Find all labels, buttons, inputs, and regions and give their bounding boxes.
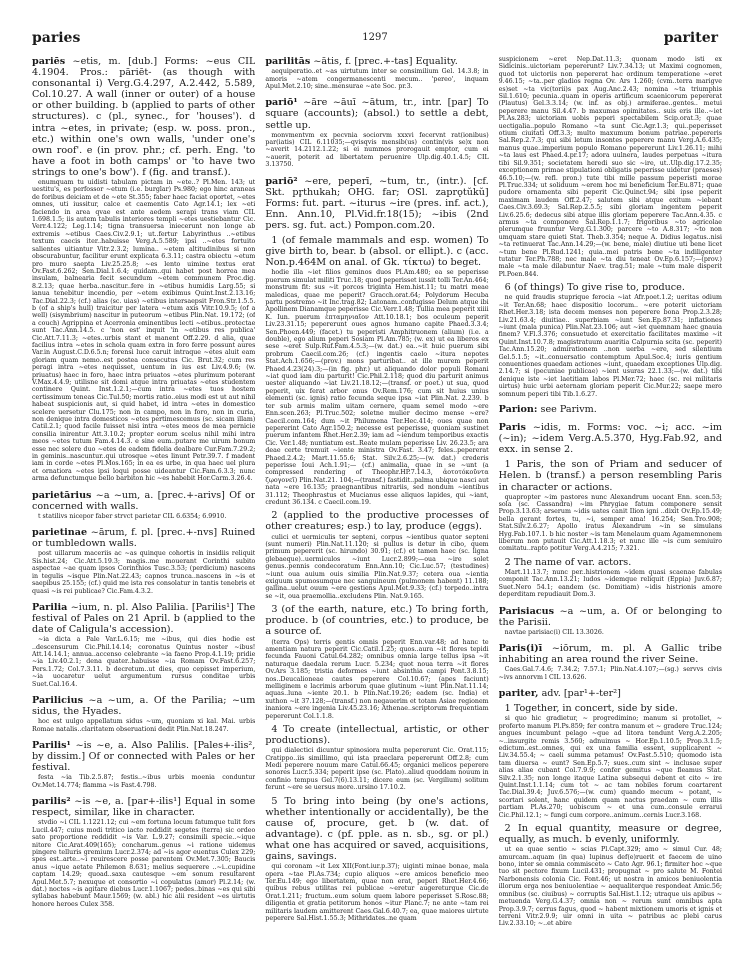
headword: Paris(i)ī: [498, 643, 543, 655]
entry-pario-2: [265, 176, 488, 923]
running-head: [32, 30, 718, 50]
headword: Paris: [498, 422, 526, 434]
headword: Parilicius: [32, 695, 84, 707]
sense-3: 3 (of the earth, nature, etc.) To bring forth, produce. b (of countries, etc.) to produce, be a source of.: [265, 604, 489, 638]
citations: t statilivs nicepor faber strvct parietar CIL 6.6354; 6.9910.: [38, 512, 227, 520]
running-head-left: paries: [32, 30, 81, 46]
entry-parietinae: [32, 527, 255, 595]
citations: qui coronam ~it Lex XII(Font.iur.p.37); uiginti minae bonae, mala opera ~tae Pl.As.734; cupio aliquos ~ere amicos beneficio meo Ter.Eu.149; ego libertatem, quae non erat, peperi Rhet.Her.4.66; quibus rebus utilitas rei publicae ~eretur augereturque Cic.de Orat.1.211; fructum..eum solum quem labore peperisset S.Rosc.88; diligentia et gratia petitorum honos ~itur Planc.7; ne ante ~tam rei militaris laudem amitterent Caes.Gal.6.40.7; ea, quae maiores uirtute peperere Sal.Hist.1.55.3; Mithridates..ne quam: [265, 863, 489, 922]
entry-paris: [499, 422, 722, 599]
definition: ~idis, m. Forms: voc. ~i; acc. ~im (~in); ~idem Verg.A.5.370, Hyg.Fab.92, and exx. in sense 2.: [498, 422, 722, 456]
sense-6: 6 (of things) To give rise to, produce.: [504, 282, 685, 294]
citations: qui dialectici dicuntur spinosiora multa pepererunt Cic. Orat.115; Cratippo..iis simillimo, qui ista praeclara pepererunt Off.2.8; cum Medi peperere nouum mare Catul.66.45; organici melicos peperere sonores Lucr.5.334; peperit ipse (sc. Plato)..aliud quoddam nouum in confinio tempus Gel.7(6).13.11; dicere eum (sc. Vergilium) solitum ferunt ~ere se uersus more..ursino 17.10.2.: [265, 747, 489, 792]
citations: hoc est uulgo appellatum sidus ~um, quoniam xi kal. Mai. urbis Romae natalis..claritatem obseruationi dedit Plin.Nat.18.247.: [32, 718, 256, 733]
definition: ~āre ~āuī ~ātum, tr., intr. [par] To square (accounts); (absol.) to settle a debt, settle up.: [265, 97, 489, 131]
definition: ~is ~e, a. Also Palilis. [Pales+-ilis², by dissim.] Of or connected with Pales or her festival.: [32, 740, 256, 774]
column-2: [265, 56, 488, 935]
citations: ut ea quae sentio ~ scias Pl.Capt.329; amo ~ simul Cur. 48; amurcam..aquam (in qua) lupinus def(e)ruerit et faecem de uino bono, inter se omnia commisceto ~ Cato Agr. 96.1; firmiter hoc ~que tuo sit pectore fixum Lucil.431; propugnat ~ pro salute M. Fontei Narbonensis colonia Cic. Font.46; ut nostra in amicos beniuolentia illorum erga nos beniuolentiae ~ aequaliterque respondeat Amic.56; omnibus (sc. ciuibus) ~ corruptis Sal.Hist.1.12; utraque uis apibus ~ metuenda Verg.G.4.37; omnia non ~ rerum sunt omnibus apta Prop.3.9.7; cerrus fagus, quod ~ habent mixtionem umoris et ignis et terreni Vitr.2.9.9; uir omni in uita ~ patribus ac plebi carus Liv.2.33.10; ~..et abire: [498, 846, 722, 928]
running-head-right: pariter: [663, 30, 718, 46]
definition: ~ium, n. pl. Also Palilia. [Parilis¹] The festival of Pales on 21 April. b (applied to the date of Caligula's accession).: [32, 601, 256, 636]
sense-1: 1 (of female mammals and esp. women) To give birth to, bear. b (absol. or ellipt.). c (acc. Non.p.464M on anal. of Gk. τίκτω) to beget.: [265, 235, 489, 269]
headword: parilis²: [32, 796, 71, 808]
citations: (terra Ops) terris gentis omnis peperit Enn.var.48; ad hanc te amentiam natura peperit Cic.Catil.1.25; quos..aura ~it flores tepidi fecunda Fauoni Catul.64.282; omnibus omnia large tellus ipsa ~it naturaque daedala rerum Lucr. 5.234; quot noua terra ~it flores Ov.Ars 3.185; tristia deformes ~iunt absinthia campi Pont.3.8.15; nos..Deucalioneae cautes peperere Col.10.67; (apes faciunt) melliginem e lacrimis arborum quae glutinum ~iunt Plin.Nat.11.14; aquas..luna ~iente 20.1. b Plin.Nat.19.26; eadem (sc. India) et xuthon ~it 37.128;—(transf.) non negauerim et totam Asiae regionem inaniora ~ere ingenia Liv.45.23.16; Athenae..scriptorum frequentiam pepererunt Col.1.1.8.: [265, 638, 489, 720]
definition: ~iōrum, m. pl. A Gallic tribe inhabiting an area round the river Seine.: [498, 643, 722, 666]
headword: pariēs: [32, 56, 66, 67]
definition: ~a ~um, a. [prec.+-arivs] Of or concerned with walls.: [32, 489, 256, 512]
entry-parilitas: [265, 56, 488, 90]
definition: ~is ~e, a. [par+-ilis¹] Equal in some respect, similar, like in character.: [32, 796, 256, 819]
entry-parietarius: [32, 490, 255, 521]
citations: post uillarum maceriis ac ~as quinque cohortis in insidiis reliquit Sis.hist.24; Cic.Att.5.19.3; magis..me mouerant Corinthi subito aspectae ~ae quam ipsos Corinthios Tusc.3.53; (perdicium) nascens in tegulis ~isque Plin.Nat.22.43; capnos trunca..nascens in ~is et saepibus 25.155; (cf.) quid me ista res consolatur in tantis tenebris et quasi ~is rei publicae? Cic.Fam.4.3.2.: [32, 550, 256, 595]
headword: parietinae: [32, 527, 88, 539]
entry-parion: [499, 404, 722, 415]
citations: festa ~ia Tib.2.5.87; festis..~ibus urbis moenia conduntur Ov.Met.14.774; flamma ~is Fast.4.798.: [32, 774, 256, 789]
definition: ~ārum, f. pl. [prec.+-nvs] Ruined or tumbledown walls.: [32, 527, 256, 550]
definition: see Parivm.: [540, 403, 597, 415]
citations: hodie illa ~iet filios geminos duos Pl.Am.480; ea se peperisse puerum simulat militi Truc.18; quod peperisset iussit tolli Ter.An.464; monstrum fit: sus ~it porcos triginta Hem.hist.11; tu matri meae maledicas, quae me peperit? Gracch.orat.64; Polydorum Hecuba partu postremo ~it Inc.trag.82; Latonam..confugisse Delum atque ibi Apollinem Dianamque peperisse Cic.Verr.1.48; Tullia mea peperit xiiii K. Iun. puerum ἑπταμηνιαῖον Att.10.18.1; bos oculeum peperit Liv.23.31.15; pepererunt oues agnos humano capite Phaed.3.3.4; Sen.Phoen.449; (facet.) tu peperisti Amphitruonem (alium) (i.e. a double), ego alium peperi Sosiam Pl.Am.785; (w. ex) ut ea liberos ex sese ~eret Sulp.Ruf.Fam.4.5.3;—(w. dat.) ea..~it huic puerum sibi probrum Caecil.com.26; (cf.) ingentis caelo ~itura nepotes Stat.Ach.1.656;—(prov.) mons parturibat.. at ille murem peperit Phaed.4.23(24).3;—(in fig. phr.) ut aliquando dolor populi Romani ~iat quod iam diu parturit! Cic.Phil.2.118; quod diu parturit animus uester aliquando ~iat Liv.21.18.12;—(transf. or poet.) ut sua, quod peperit, uix ferat arbor onus Ov.Rem.176; cum sit huius unius elementi (sc. ignis) ratio fecunda seque ipsa ~iat Plin.Nat. 2.239. b ter sub armis malim uitam cernere, quam semel modo ~ere Enn.scen.263; Pl.Truc.502; soletne mulier decimo mense ~ere? Caecil.com.164; dum ~it Philumena Ter.Hec.414; oues quae non pepererint Cato Agr.150.2; necesse est peperisse, quoniam sustinet puerum infantem Rhet.Her.2.39; iam ad ~iendum temporibus exactis Cic. Ver.1.48; nuntiatum est..Reate mulam peperisse Liv. 26.23.5; ara deae certe tremuit ~iente ministra Ov.Fast. 3.47; feles..pepererat Phaed.2.4.2; Mart.11.55.6; Stat. Silv.2.6.25;—(w. dat.) crederis peperisse Ioui Ach.1.91;— (cf.) animalia, quae in se ~unt (a compressed rendering of Theophr.HP.7.14.3, ἀοτοτόκοῦντα ζῳογονεῖ) Plin.Nat.21. 104;—(transf.) fastidit..palma ubique nasci aut nata ~ere 16.135; praegnantibus nitrariis, sed nondum ~ientibus 31.112; Theophrastus et Mucianus esse aliquos lapides, qui ~iant, credunt 36.134. c Caecil.com.19.: [265, 269, 489, 506]
column-3: [499, 56, 722, 935]
definition: ~a ~um, a. Of the Parilia; ~um sidus, the Hyades.: [32, 695, 256, 718]
sense-2: 2 In equal quantity, measure or degree, equally, as much. b evenly, uniformly.: [498, 823, 722, 846]
citations: culici et uermiculis ter septeni, corpus ~ientibus quator septeni (sunt numeri) Plin.Nat.11.120; si pullus is detur in cibo, quem primum pepererit (sc. hirundo) 30.91; (cf.) et tamen haec (sc. ligna glebaeque)..uermiculos ~iunt Lucr.2.899;—oua ~ire solet genus..pennis condecoratum Enn.Ann.10; Cic.Luc.57; (testudines) ~iunt oua auium ouis similia Plin.Nat.9.37; cetera oua ~ientia exiguum spumosumque nec sanguineum (pulmonem habent) 11.188; gallina..uelut ouum ~ere gestiens Apul.Met.9.33; (cf.) torpedo..intra se ~it, oua praemollia..excludens Plin. Nat.9.165.: [265, 533, 489, 600]
citations: enumquam tu uidisti tabulam pictam in ~ete..? Pl.Men. 143; ut uestitu's, es perfossor ~etum (i.e. burglar) Ps.980; ego hinc araneas de foribus deiciam et de ~ete St.355; faber haec faciat oportet, ~etes omnes, uti iussitur, calce et caementis Cato Agr.14.1; lex ~eti faciendo in area qvae est ante aedem serapi trans viam CIL 1.698.1.5; iis autem tabulis interiores templi ~etes uestiebantur Cic. Verr.4.122; Leg.1.14; tigna transuersa iniecerunt non longe ab extremis ~etibus Caes.Civ.2.9.1; ut..fertur Labyrinthus ..~etibus textum caecis iter..habuisse Verg.A.5.589; ipsi ..~etes fortuito salientes uitiantur Vitr.2.3.2; lumina.. ~etem altitudinibus si non obscurabuntur, facilitur erunt explicata 6.3.11; castra obiectu ~etum pro muro saepta Liv.25.25.8; ~es lento uimine textus erat Ov.Fast.6.262; Sen.Dial.1.6.4; quidam..qui habet post horrea mea insulam, balnearia fecit secundum ~etem communem Proc.dig. 8.2.13; quae herba..nascitur..fere in ~etibus humidis Larg.55; si ianua tenebitur incendio, per ~etem exibimus Quint.Inst.2.13.16; Tac.Dial.22.3; (cf.) alias (sc. uias) ~etibus intersaepsit Fron.Str.1.5.5. b (of a ship's hull) traicitur per latera ~etum axis Vitr.10.9.5; (of a well) (sisymbrium) nascitur in puteorum ~etibus Plin.Nat. 19.172; (of a couch) Agrippina et Acerronia eminentibus lecti ~etibus..protectae sunt Tac.Ann.14.5. c 'non est' inquit 'in ~etibus res publica' Cic.Att.7.11.3; ~etes..urbis stant et manent Off.2.29. d alia, quae facilius intra ~etes in schola quam extra in foro ferre possunt aures Var.in August.C.D.6.5.n; forensi luce caruit intraque ~etes aluit eam gloriam quam nemo..est postea consecutus Cic. Brut.32; cum res peragi intra ~etes nequisset, uentum in ius est Liv.4.9.6; (w. priuatus) haec in foro, haec intra priuatos ~etes plurimum poterant V.Max.4.4.9; utilisne sit domi atque intra priuatas ~etes studentem continere Quint. Inst.1.2.1;—cum intra ~etes tuos hostem certissimum teneas Cic.Tul.50; mortis ratio..eius modi est ut aut nihil habeat suspicionis aut, si quid habet, id intra ~etes in domestico scelere uersetur Clu.175; non in campo, non in foro, non in curia, non denique intra domesticos ~etes pertimescemus (sc. sicam illam) Catil.2.1; quod facile fuisset nisi intra ~etes meos de mea pernicie consilia inirentur Att.3.10.2; propter eorum scelus nihil mihi intra meos ~etes tutum Fam.4.14.3. e sine eum..putare me uirum bonum esse nec solere duo ~etes de eadem fidelia dealbare Cur.Fam.7.29.2; in geminis..nascuntur..qui utrosque ~etes linunt Petr.39.7. f madent iam in corde ~etes Pl.Mos.165; in ea es urbe, in qua haec uel plura et ornatiora ~etes ipsi loqui posse uideantur Cic.Fam.6.3.3; nunc arma defunctumque bello barbiton hic ~es habebit Hor.Carm.3.26.4.: [32, 179, 256, 483]
definition: ~a ~um, a. Of or belonging to the Parisii.: [498, 605, 722, 628]
sense-2: 2 (applied to the productive processes of other creatures; esp.) to lay, produce (eggs).: [265, 510, 489, 533]
column-1: [32, 56, 255, 935]
headword: Parilis¹: [32, 740, 71, 752]
columns: [32, 56, 722, 935]
continuation-citations: suspicionem ~eret Nep.Dat.11.3; quonam modo isti ex Sidicinis..uictoriam pepererunt? Liv.7.34.13; ut Maximi cognomen, quod tot uictoriis non pepererat hac ordinum temperatione ~eret 9.46.15; ~ta..per gladios regna Ov. Ars 1.260; (cvm..terra marigve es)set ~ta vic(torii)s pax Aug.Anc.2.43; nomina ~ta triumphis Sil.1.610; pecunia..quam in operis artificum scaenicorum pepererat (Plautus) Gel.3.3.14; (w. inf. as obj.) armiferae..gentes.. metui peperere manu Sil.4.47. b maxumas opimitates.. suis eris ille..~iet Pl.As.283; uictoriam uobis peperi spectabilem Scip.orat.3; quae uectigalia..populo Romano ~ta sunt Cic.Agr.1.3; qui..peperisset otium ciuitati Off.3.3; multo maxumum bonum patriae..pepereris Sal.Rep.2.7.3; qui sibi letum insontes peperere manu Verg.A.6.435; manus quae..imperium populo Romano pepererunt Liv.1.26.11; mihi ~ta laus est Phaed.4.pr.17; adora uulnera, laudes perpetuas ~itura tibi Sil.9.351; societatem heredi suo sic ~ire, ut..Ulp.dig.17.2.35; exceptionem primae stipulationi obligatis peperisse uidetur (praeses) 46.5.10;—(w. refl. pron.) tute tibi mille passum peperisti morae Pl.Truc.334; ut soliduum ~erem hoc mi beneficium Ter.Eu.871; quae pudore ornamenta sibi peperit Cic.Quinct.94; sibi ipse peperit maximam laudem Off.2.47; salutem sibi atque exitum ~iebant Caes.Civ.3.69.3; Sal.Rep.2.5.5; sibi gloriam ingentem peperit Liv.6.25.6; dedecus sibi atque illis gloriam peperere Tac.Ann.4.35. c armus ~ta componere Sal.Rep.1.1.7; frigoribus ~to agricolae plerumque fruuntur Verg.G.1.300; parcere ~to A.8.317; ~to non umquam stare quieti Stat. Theb.3.354; neque A. Didius legatus..nisi ~ta retinuerat Tac.Ann.14.29;—(w. bene, male) diutiue uti bene licet ~tum bene Pl.Rud.1241; quia..mei patris bene ~ta indiligenter tutatur Ter.Ph.788; nec male ~ta diu teneat Ov.Ep.6.157;—(prov.) male ~ta male dilabuntur Naev. trag.51; male ~tum male disperit Pl.Poen.844.: [498, 56, 722, 278]
sense-4: 4 To create (intellectual, artistic, or other productions).: [265, 723, 489, 747]
sense-1: 1 Paris, the son of Priam and seducer of Helen. b (transf.) a person resembling Paris in character or actions.: [498, 459, 722, 493]
citations: stvdio ~i CIL 1.1221.12; cui ~em fortuna locum fatumque tulit fors Lucil.447; cuius modi tritico iacto reddidit segetes (terra) sic ordeo sato proportione reddidit ~is Var. L.9.27; consimili specie..~ique nitore Cic.Arat.409(165); concharum..genus ~i ratione uidemus pingere telluris gremium Lucr.2.374; ad ~is agor euentus Culex 229; spes est..arte..~i reuirescere posse parentem Ov.Met.7.305; Baucis anus ~ique aetate Philemon 8.631; melius sequerere ..~i..cupidine captam 14.29; quoad..saxa cautesque ~em sonum resultarent Apul.Met.5.7; nexuque et consortio ~i copulatus (amor) Pl.2.14; (w. dat.) noctes ~is agitare diebus Lucr.1.1067; pedes..binas ~es qui sibi syllabas habebunt Maur.1569; (w. abl.) hic alii resident ~es uirtutis honore heroes Culex 358.: [32, 819, 256, 908]
entry-pariter: [499, 688, 722, 928]
entry-pario-1: [265, 97, 488, 168]
citations: Caes.Gal.7.4.6; 7.34.2; 7.57.1; Plin.Nat.4.107;—(sg.) servvs civis ~ivs annorvm l CIL 13.626.: [498, 666, 722, 681]
citations: Mart.11.13.7; nunc per..histrionem ~idem quasi scaenae fabulas componit Tac.Ann.13.21; ludos ~idemque reliquit (Eppia) Juv.6.87; Suet.Nero 54.1; eandem (sc. Domitiam) ~idis histrionis amore deperditam repudiauit Dom.3.: [498, 568, 722, 599]
definition: ~ātis, f. [prec.+-tas] Equality.: [313, 56, 458, 67]
entry-parisiacus: [499, 606, 722, 637]
entry-parilia: [32, 602, 255, 688]
entry-parilis-1: [32, 740, 255, 789]
citations: monvmentvm ex pecvnia sociorvm xxxvi fecervnt rat(ionibus) par(iatis) CIL 6.11035;—qvisqvis mensib(us) contin(vis se)x non ~averit 14.2112.1.22; si ei nummos prorogauit emptor, cum ei ~auerit, poterit ad libertatem peruenire Ulp.dig.40.1.4.5; CIL 3.13750.: [265, 131, 489, 169]
headword: pariō²: [265, 175, 298, 187]
headword: Parisiacus: [498, 605, 555, 617]
page-number: 1297: [362, 32, 388, 43]
citations: navtae parisiac(i) CIL 13.3026.: [504, 628, 604, 636]
entry-parilis-2: [32, 796, 255, 908]
sense-1: 1 Together, in concert, side by side.: [504, 703, 678, 715]
citations: aequiperatio..et ~as uirtutum inter se consimilium Gel. 14.3.8; in amoris ~atem congermanescenti mecum.. 'pereo', inquam Apul.Met.2.10; sine..mensurae ~ate Soc. pr.3.: [265, 68, 489, 90]
definition: adv. [par¹+-ter²]: [541, 688, 621, 700]
definition: ~ere, peperī, ~tum, tr., (intr.). [cf. Skt. pr̥thukah; OHG. far; OSl. zaprǫtŭkŭ] Forms: fut. part. ~iturus ~ire (pres. inf. act.), Enn. Ann.10, Pl.Vid.fr.18(15); ~ibis (2nd pers. sg. fut. act.) Pompon.com.20.: [265, 175, 489, 231]
citations: si quo hic gradietur, ~ progredimino; manum si protollet, ~ proferto manum Pl.Ps.859; fer contra manum et ~ gradere Truc.124; angues incumbunt pelago ~que ad litora tendunt Verg.A.2.205; ~..insurgite remis 3.560; adnuimus ~ Hor.Ep.1.10.5; Prop.3.1.5; edictum..est..omnes, qui ex una familia essent, supplicarent ~ Liv.34.55.4; ~ caeli summa petamus! Ov.Fast.5.510; quomodo ista tam diuersa ~ eunt? Sen.Ep.5.7; sues..cum sint ~ inclusae super alias aliae cubant Col.7.9.9; confer gemitus ~que fleamus Stat. Silv.2.1.35; non longe itaque Latina subsequi debent et cito ~ ire Quint.Inst.1.1.14; cum tot ~ ac tam nobiles forum coartarent Tac.Dial.39.4; Juv.6.576;—(w. cum) quando mecum ~ potant, ~ scortari solent, hanc quidem quam nactus praedam ~ cum illis partiam Pl.As.270; uobiscum ~ et una cum..consule errarui Cic.Phil.12.1; ~ fungi cum corpore..animum..cernis Lucr.3.168.: [498, 715, 722, 819]
definition: ~etis, m. [dub.] Forms: ~eus CIL 4.1904. Pros.: pāriēt- (as though with consonantal i) Verg.G.4.297, A.2.442, 5.589, Col.10.27. A wall (inner or outer) of a house or other building. b (applied to parts of other structures). c (pl., synec., for 'houses'). d intra ~etes, in private; (esp. w. poss. pron., etc.) within one's own walls, 'under one's own roof'. e (in prov. phr.; cf. perh. Eng. 'to have a foot in both camps' or 'to have two strings to one's bow'). f (fig. and transf.).: [32, 56, 256, 178]
headword: parilitās: [265, 56, 311, 67]
entry-paries: [32, 56, 255, 483]
entry-parisii: [499, 643, 722, 681]
entry-parilicius: [32, 695, 255, 733]
citations: ne quid fraudis stuprique ferocia ~iat Afr.poet.1.2; ueritas odium ~it Ter.An.68; haec dispositio locorum.. ~ere poterit uictoriam Rhet.Her.3.18; ista decem menses non peperere bona Prop.2.3.28; Liv.21.63.4; diuitiae.. superbiam ~iunt Sen.Ep.87.31; inflationes ~iunt (mala punica) Plin.Nat.23.106; aut ~iet quemnam haec gnauia finem? V.Fl.3.376; consuetudo et exercitatio facilitates maxime ~it Quint.Inst.10.7.8; magistratuum auaritia Calpurnia scita (sc. peperit) Tac.Ann.15.20; admirationem ..non uerba ~ere, sed silentium Gel.5.1.5; ~it..conuersatio contemptum Apul.Soc.4; iuris gentium conuentiones quaedam actiones ~iunt, quaedam exceptiones Ulp.dig. 2.14.7; si (pecuniae publicae) ~ient usuras 22.1.33;—(w. dat.) tibi denique iste ~iet laetitiam labos Pl.Mer.72; haec (sc. rei militaris uirtus) huic urbi aeternam gloriam peperit Cic.Mur.22; saepe mero somnum peperi tibi Tib.1.6.27.: [498, 294, 722, 398]
sense-5: 5 To bring into being (by one's actions, whether intentionally or accidentally), be the cause of, procure, get. b (w. dat. of advantage). c (pf. pple. as n. sb., sg. or pl.) what one has acquired or saved, acquisitions, gains, savings.: [265, 795, 489, 863]
sense-2: 2 The name of var. actors.: [504, 556, 632, 568]
citations: ~ia dicta a Pale Var.L.6.15; me ~ibus, qui dies hodie est ..descensurum Cic.Phil.14.14; coronatus Quintus noster ~ibus! Att.14.14.1; annua..accenso celebrante ~ia faeno Prop.4.1.19; pridie ~ia Liv.40.2.1; dena quater..habuisse ~ia Romam Ov.Fast.6.257; Pers.1.72; Col.7.3.11. b decretum..ut dies, quo cepisset imperium, ~ia uocaretur uelut argumentum rursus conditae urbis Suet.Cal.16.4.: [32, 636, 256, 688]
headword: Parion:: [498, 403, 538, 415]
headword: Parilia: [32, 601, 68, 613]
headword: pariō¹: [265, 97, 298, 109]
headword: pariter,: [498, 688, 539, 700]
citations: quapropter ~im pastores nunc Alexandrum uocant Enn. scen.53; sola (sc. Cassandra) ~im Phrygiae fatum componere sensit Prop.3.13.63; arserum ~idis uates canit Ilion igni ..dixit Ov.Ep.15.49; bella gerant fortes, tu, ~i, semper ama! 16.254; Sen.Tro.908; Stat.Silv.2.6.27; Apollo iratus Alexandrum ~in se simulans Hyg.Fab.107.1. b hic noster ~is tam Menelaum quam Agamemnonem liberum non putauit Cic.Att.1.18.3; et nunc ille ~is cum semiuiro comitatu..rapto potitur Verg.A.4.215; 7.321.: [498, 493, 722, 553]
headword: parietārius: [32, 489, 92, 501]
